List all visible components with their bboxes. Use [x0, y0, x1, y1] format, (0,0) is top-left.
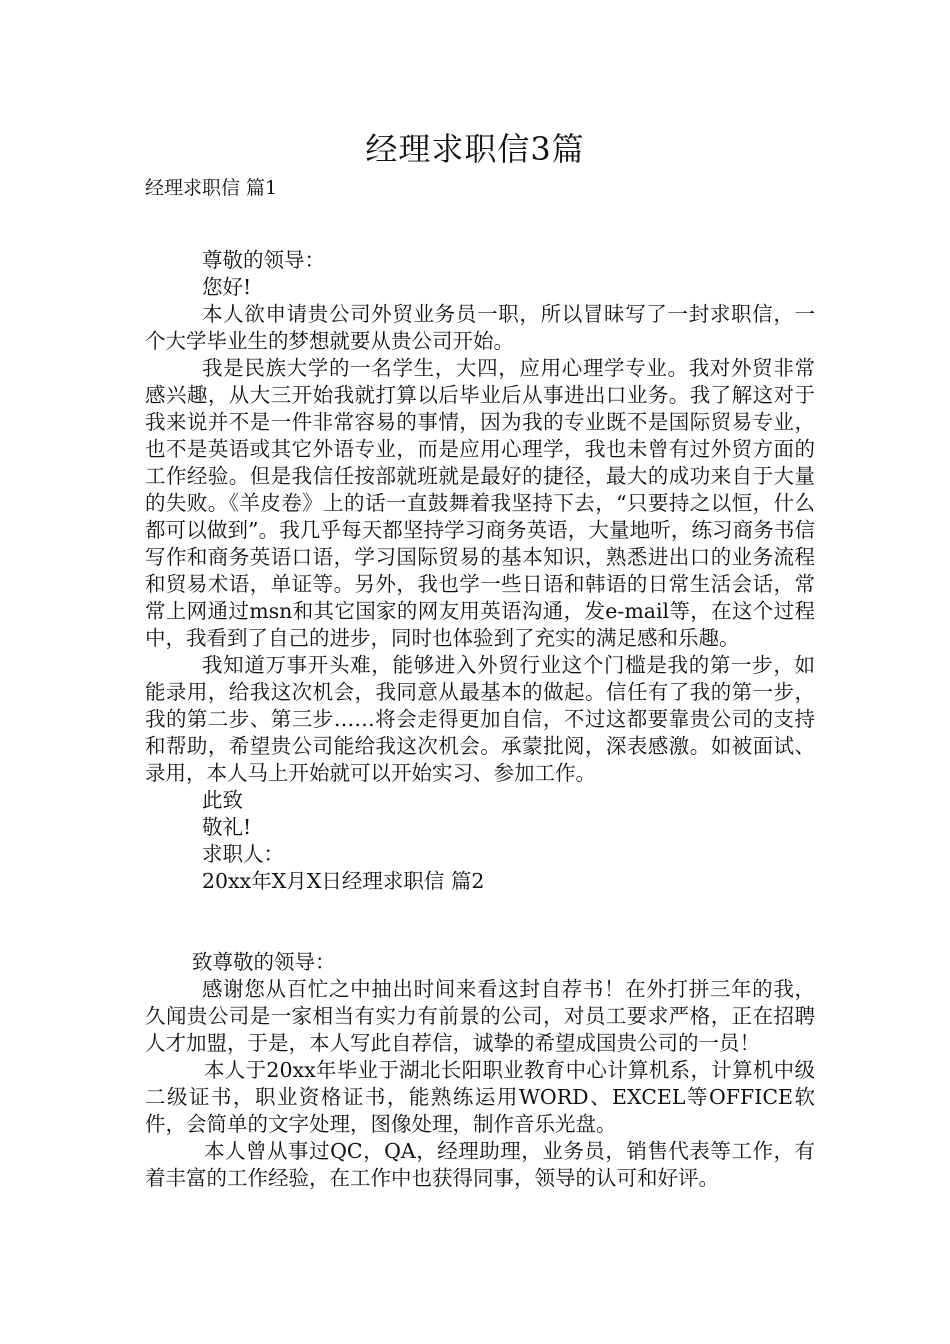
spacer	[145, 895, 815, 949]
letter1-closing-1: 此致	[202, 788, 243, 812]
letter2-salutation: 致尊敬的领导：	[192, 950, 336, 974]
letter1-signer: 求职人：	[202, 842, 284, 866]
letter1-paragraph-2: 我是民族大学的一名学生，大四，应用心理学专业。我对外贸非常感兴趣，从大三开始我就打算以后毕业后从事进出口业务。我了解这对于我来说并不是一件非常容易的事情，因为我的专业既不是国际贸易专业，也不是英语或其它外语专业，而是应用心理学，我也未曾有过外贸方面的工作经验。但是我信任按部就班就是最好的捷径，最大的成功来自于大量的失败。《羊皮卷》上的话一直鼓舞着我坚持下去，“只要持之以恒，什么都可以做到”。我几乎每天都坚持学习商务英语，大量地听，练习商务书信写作和商务英语口语，学习国际贸易的基本知识，熟悉进出口的业务流程和贸易术语，单证等。另外，我也学一些日语和韩语的日常生活会话，常常上网通过msn和其它国家的网友用英语沟通，发e-mail等，在这个过程中，我看到了自己的进步，同时也体验到了充实的满足感和乐趣。	[145, 356, 815, 650]
letter1-paragraph-3: 我知道万事开头难，能够进入外贸行业这个门槛是我的第一步，如能录用，给我这次机会，我同意从最基本的做起。信任有了我的第一步，我的第二步、第三步……将会走得更加自信，不过这都要靠贵公司的支持和帮助，希望贵公司能给我这次机会。承蒙批阅，深表感激。如被面试、录用，本人马上开始就可以开始实习、参加工作。	[145, 653, 815, 785]
letter1-heading: 经理求职信 篇1	[145, 177, 278, 199]
document-title: 经理求职信3篇	[365, 130, 585, 168]
letter1-date-line: 20xx年X月X日经理求职信 篇2	[202, 869, 485, 893]
letter2-paragraph-1: 感谢您从百忙之中抽出时间来看这封自荐书！在外打拼三年的我，久闻贵公司是一家相当有实力有前景的公司，对员工要求严格，正在招聘人才加盟，于是，本人写此自荐信，诚挚的希望成国贵公司的一员！	[145, 977, 815, 1055]
letter1-greeting: 您好!	[202, 275, 252, 299]
letter1-closing-2: 敬礼!	[202, 815, 252, 839]
letter2-paragraph-2: 本人于20xx年毕业于湖北长阳职业教育中心计算机系，计算机中级二级证书，职业资格证书，能熟练运用WORD、EXCEL等OFFICE软件，会简单的文字处理，图像处理，制作音乐光盘。	[145, 1058, 815, 1136]
letter1-paragraph-1: 本人欲申请贵公司外贸业务员一职，所以冒昧写了一封求职信，一个大学毕业生的梦想就要从贵公司开始。	[145, 302, 815, 353]
letter2-paragraph-3: 本人曾从事过QC，QA，经理助理，业务员，销售代表等工作，有着丰富的工作经验，在工作中也获得同事，领导的认可和好评。	[145, 1139, 815, 1190]
letter1-salutation: 尊敬的领导：	[202, 248, 325, 272]
document-body	[145, 247, 815, 1192]
